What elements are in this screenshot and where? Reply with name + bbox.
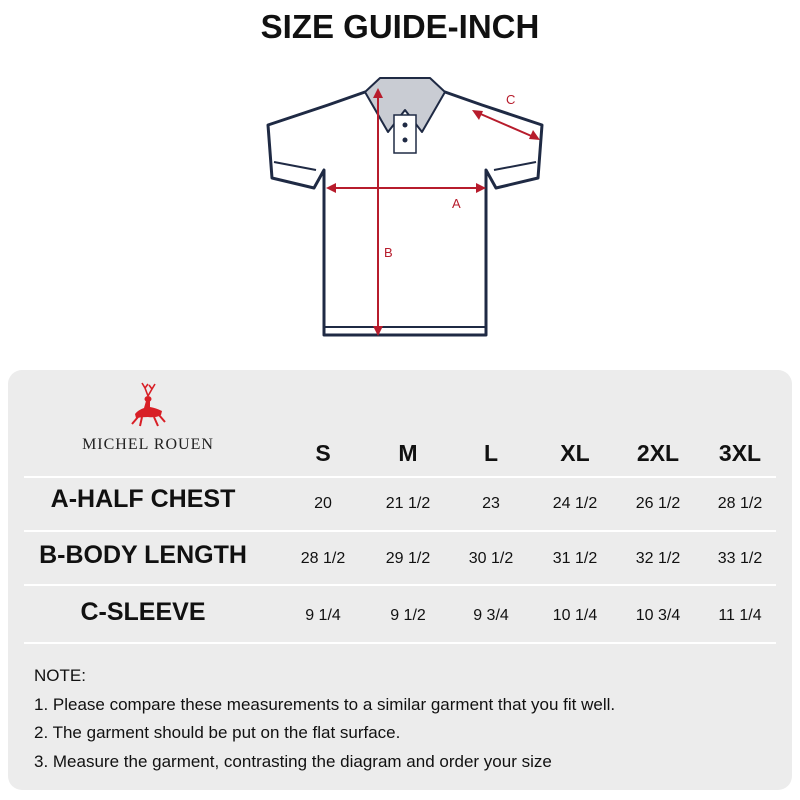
cell-half-chest-xl: 24 1/2	[552, 495, 598, 512]
cell-half-chest-2xl: 26 1/2	[635, 495, 681, 512]
row-label-body-length: B-BODY LENGTH	[39, 541, 247, 569]
cell-half-chest-m: 21 1/2	[385, 495, 431, 512]
brand-name: MICHEL ROUEN	[82, 436, 214, 453]
note-item: 1. Please compare these measurements to a similar garment that you fit well.	[34, 694, 616, 714]
cell-body-length-s: 28 1/2	[300, 550, 346, 567]
size-header-3xl: 3XL	[718, 440, 762, 466]
cell-sleeve-xl: 10 1/4	[552, 607, 598, 624]
label-a: A	[452, 196, 461, 211]
cell-body-length-l: 30 1/2	[468, 550, 514, 567]
cell-half-chest-l: 23	[482, 495, 500, 512]
cell-sleeve-l: 9 3/4	[473, 607, 509, 624]
note-item: 3. Measure the garment, contrasting the diagram and order your size	[34, 751, 552, 771]
cell-sleeve-2xl: 10 3/4	[635, 607, 681, 624]
cell-body-length-m: 29 1/2	[385, 550, 431, 567]
cell-body-length-xl: 31 1/2	[552, 550, 598, 567]
placket	[394, 115, 416, 153]
stag-icon	[126, 380, 170, 430]
brand-block	[58, 380, 238, 470]
label-c: C	[506, 92, 516, 107]
size-header-m: M	[398, 440, 418, 466]
row-divider	[24, 642, 776, 644]
cell-half-chest-s: 20	[314, 495, 332, 512]
cell-sleeve-3xl: 11 1/4	[718, 607, 762, 624]
page-title: SIZE GUIDE-INCH	[260, 8, 540, 45]
size-table-panel	[8, 370, 792, 790]
size-header-s: S	[315, 440, 331, 466]
cell-sleeve-s: 9 1/4	[305, 607, 341, 624]
row-label-half-chest: A-HALF CHEST	[50, 485, 236, 513]
size-header-2xl: 2XL	[636, 440, 680, 466]
cell-sleeve-m: 9 1/2	[390, 607, 426, 624]
notes-heading: NOTE:	[34, 666, 86, 685]
size-header-l: L	[483, 440, 499, 466]
cell-body-length-2xl: 32 1/2	[635, 550, 681, 567]
cell-half-chest-3xl: 28 1/2	[717, 495, 763, 512]
label-b: B	[384, 245, 393, 260]
polo-shirt-illustration	[250, 70, 560, 350]
note-item: 2. The garment should be put on the flat surface.	[34, 723, 401, 742]
shirt-diagram	[250, 70, 560, 350]
row-divider	[24, 476, 776, 478]
notes-section	[34, 662, 784, 776]
row-label-sleeve: C-SLEEVE	[80, 598, 206, 626]
row-divider	[24, 530, 776, 532]
size-header-xl: XL	[560, 440, 590, 466]
row-divider	[24, 584, 776, 586]
cell-body-length-3xl: 33 1/2	[717, 550, 763, 567]
